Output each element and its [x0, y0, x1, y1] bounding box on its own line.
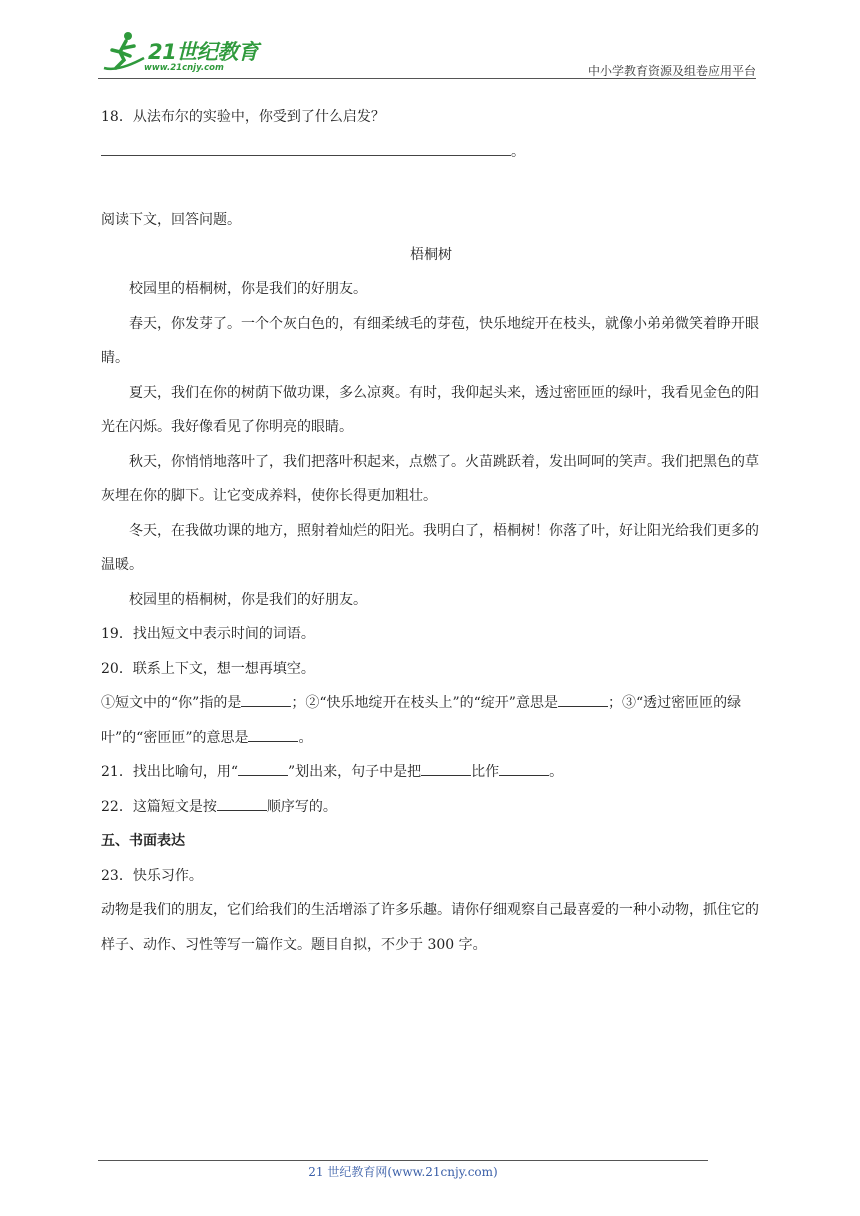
- passage-paragraph-1: 校园里的梧桐树，你是我们的好朋友。: [129, 281, 367, 297]
- page-header: [98, 28, 756, 78]
- passage-paragraph-4: 秋天，你悄悄地落叶了，我们把落叶积起来，点燃了。火苗跳跃着，发出呵呵的笑声。我们把黑色的草灰埋在你的脚下。让它变成养料，使你长得更加粗壮。: [101, 453, 759, 504]
- answer-underline[interactable]: [101, 135, 511, 156]
- question-20: 20．联系上下文，想一想再填空。: [101, 660, 315, 677]
- blank[interactable]: [421, 761, 471, 776]
- question-19: 19．找出短文中表示时间的词语。: [101, 626, 315, 642]
- question-21: 21．找出比喻句，用“ ”划出来，句子中是把 比作 。: [101, 755, 761, 790]
- header-divider: [98, 78, 756, 79]
- passage-title: 梧桐树: [410, 246, 452, 263]
- blank[interactable]: [499, 761, 549, 776]
- blank[interactable]: [558, 692, 608, 707]
- writing-prompt: 动物是我们的朋友，它们给我们的生活增添了许多乐趣。请你仔细观察自己最喜爱的一种小动物，抓住它的样子、动作、习性等写一篇作文。题目自拟，不少于 300 字。: [101, 902, 759, 953]
- blank[interactable]: [248, 727, 298, 742]
- blank[interactable]: [241, 692, 291, 707]
- question-18: 18．从法布尔的实验中，你受到了什么启发？: [101, 109, 385, 125]
- passage-paragraph-6: 校园里的梧桐树，你是我们的好朋友。: [129, 591, 367, 608]
- answer-end-punct: 。: [511, 143, 525, 160]
- spacer: [101, 169, 761, 203]
- answer-line-18: [101, 135, 761, 170]
- passage-paragraph-3: 夏天，我们在你的树荫下做功课，多么凉爽。有时，我仰起头来，透过密匝匝的绿叶，我看见金色的阳光在闪烁。我好像看见了你明亮的眼睛。: [101, 384, 759, 435]
- runner-logo-icon: [98, 28, 148, 76]
- page-footer: 21 世纪教育网(www.21cnjy.com): [308, 1165, 498, 1179]
- logo-text: 21世纪教育: [148, 40, 259, 64]
- logo: [98, 28, 268, 76]
- blank[interactable]: [217, 796, 267, 811]
- blank[interactable]: [238, 761, 288, 776]
- logo-url: www.21cnjy.com: [144, 63, 224, 73]
- passage-paragraph-2: 春天，你发芽了。一个个灰白色的，有细柔绒毛的芽苞，快乐地绽开在枝头，就像小弟弟微笑着睁开眼睛。: [101, 315, 759, 366]
- platform-name: 中小学教育资源及组卷应用平台: [587, 64, 756, 78]
- document-body: [101, 100, 761, 962]
- question-20-blanks: ①短文中的“你”指的是 ；②“快乐地绽开在枝头上”的“绽开”意思是 ；③“透过密匝匝的绿叶”的“密匝匝”的意思是 。: [101, 686, 761, 755]
- section-heading-5: 五、书面表达: [101, 833, 185, 849]
- question-23: 23．快乐习作。: [101, 867, 203, 884]
- reading-instruction: 阅读下文，回答问题。: [101, 212, 241, 228]
- footer-divider: [98, 1160, 708, 1161]
- question-22: 22．这篇短文是按 顺序写的。: [101, 790, 761, 825]
- passage-paragraph-5: 冬天，在我做功课的地方，照射着灿烂的阳光。我明白了，梧桐树！你落了叶，好让阳光给我们更多的温暖。: [101, 522, 759, 573]
